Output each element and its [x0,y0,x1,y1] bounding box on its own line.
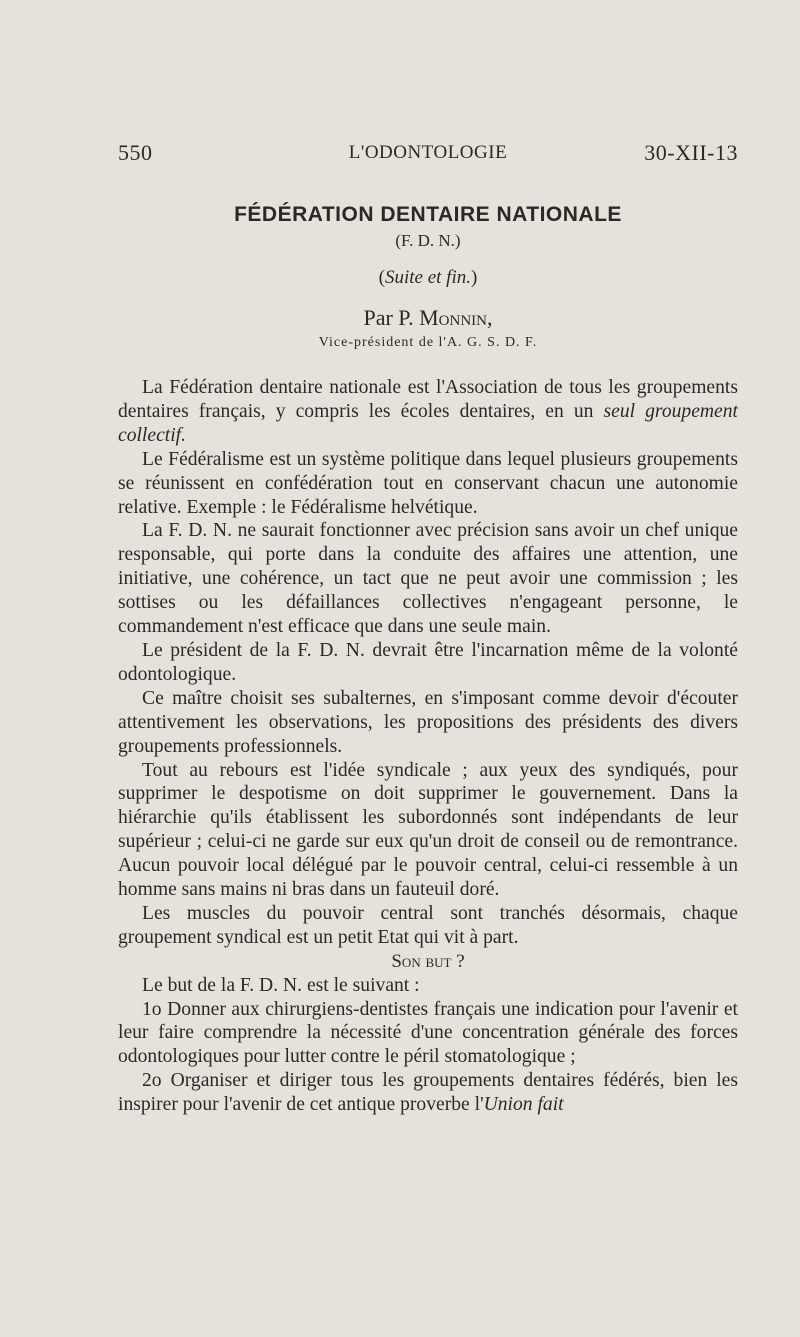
paragraph-1 [118,376,738,448]
article-body [118,376,738,1117]
paragraph-10-emphasis: Union fait [483,1094,564,1116]
paragraph-1-emphasis: seul groupement collectif. [118,400,738,446]
article-title: FÉDÉRATION DENTAIRE NATIONALE [234,203,622,226]
paragraph-3: La F. D. N. ne saurait fonctionner avec précision sans avoir un chef unique responsable, qui porte dans la conduite des affaires une attention, une initiative, une cohérence, un tact que ne peut avoir une commission ; les sottises ou les défaillances collectives n'engageant personne, le commandement n'est efficace que dans une seule main. [118,520,738,638]
paragraph-10-text: 2o Organiser et diriger tous les groupements dentaires fédérés, bien les inspirer pour l'avenir de cet antique proverbe l' [118,1070,738,1116]
paragraph-9: 1o Donner aux chirurgiens-dentistes français une indication pour l'avenir et leur faire comprendre la nécessité d'une concentration générale des forces odontologiques pour lutter contre le péril stomatologique ; [118,998,738,1068]
issue-date: 30-XII-13 [644,140,738,165]
running-header [118,140,738,174]
section-subheading: Son but ? [391,950,465,972]
author-line [118,305,738,331]
paragraph-5: Ce maître choisit ses subalternes, en s'imposant comme devoir d'écouter attentivement les observations, les propositions des présidents des divers groupements professionnels. [118,687,738,757]
article-abbreviation: (F. D. N.) [395,231,461,250]
paragraph-8: Le but de la F. D. N. est le suivant : [142,974,420,996]
paragraph-1-text: La Fédération dentaire nationale est l'Association de tous les groupements dentaires français, y compris les écoles dentaires, en un [118,377,738,422]
running-title: L'ODONTOLOGIE [348,142,508,163]
paragraph-7: Les muscles du pouvoir central sont tranchés désormais, chaque groupement syndical est un petit Etat qui vit à part. [118,902,738,948]
continuation-note: (Suite et fin.) [378,267,478,288]
continuation-text: Suite et fin. [384,267,471,288]
author-role: Vice-président de l'A. G. S. D. F. [318,335,538,350]
page-number: 550 [118,140,153,165]
author-name: Monnin, [419,305,493,330]
paragraph-4: Le président de la F. D. N. devrait être l'incarnation même de la volonté odontologique. [118,639,738,685]
paragraph-6: Tout au rebours est l'idée syndicale ; aux yeux des syndiqués, pour supprimer le despotisme on doit supprimer le gouvernement. Dans la hiérarchie qu'ils établissent les subordonnés sont indépendants de leur supérieur ; celui-ci ne garde sur eux qu'un droit de conseil ou de remontrance. Aucun pouvoir local délégué par le pouvoir central, celui-ci ressemble à un homme sans mains ni bras dans un fauteuil doré. [118,759,738,901]
author-prefix: Par P. [363,305,420,330]
paragraph-10 [118,1069,738,1117]
paragraph-2: Le Fédéralisme est un système politique dans lequel plusieurs groupements se réunissent en confédération tout en conservant chacun une autonomie relative. Exemple : le Fédéralisme helvétique. [118,448,738,518]
